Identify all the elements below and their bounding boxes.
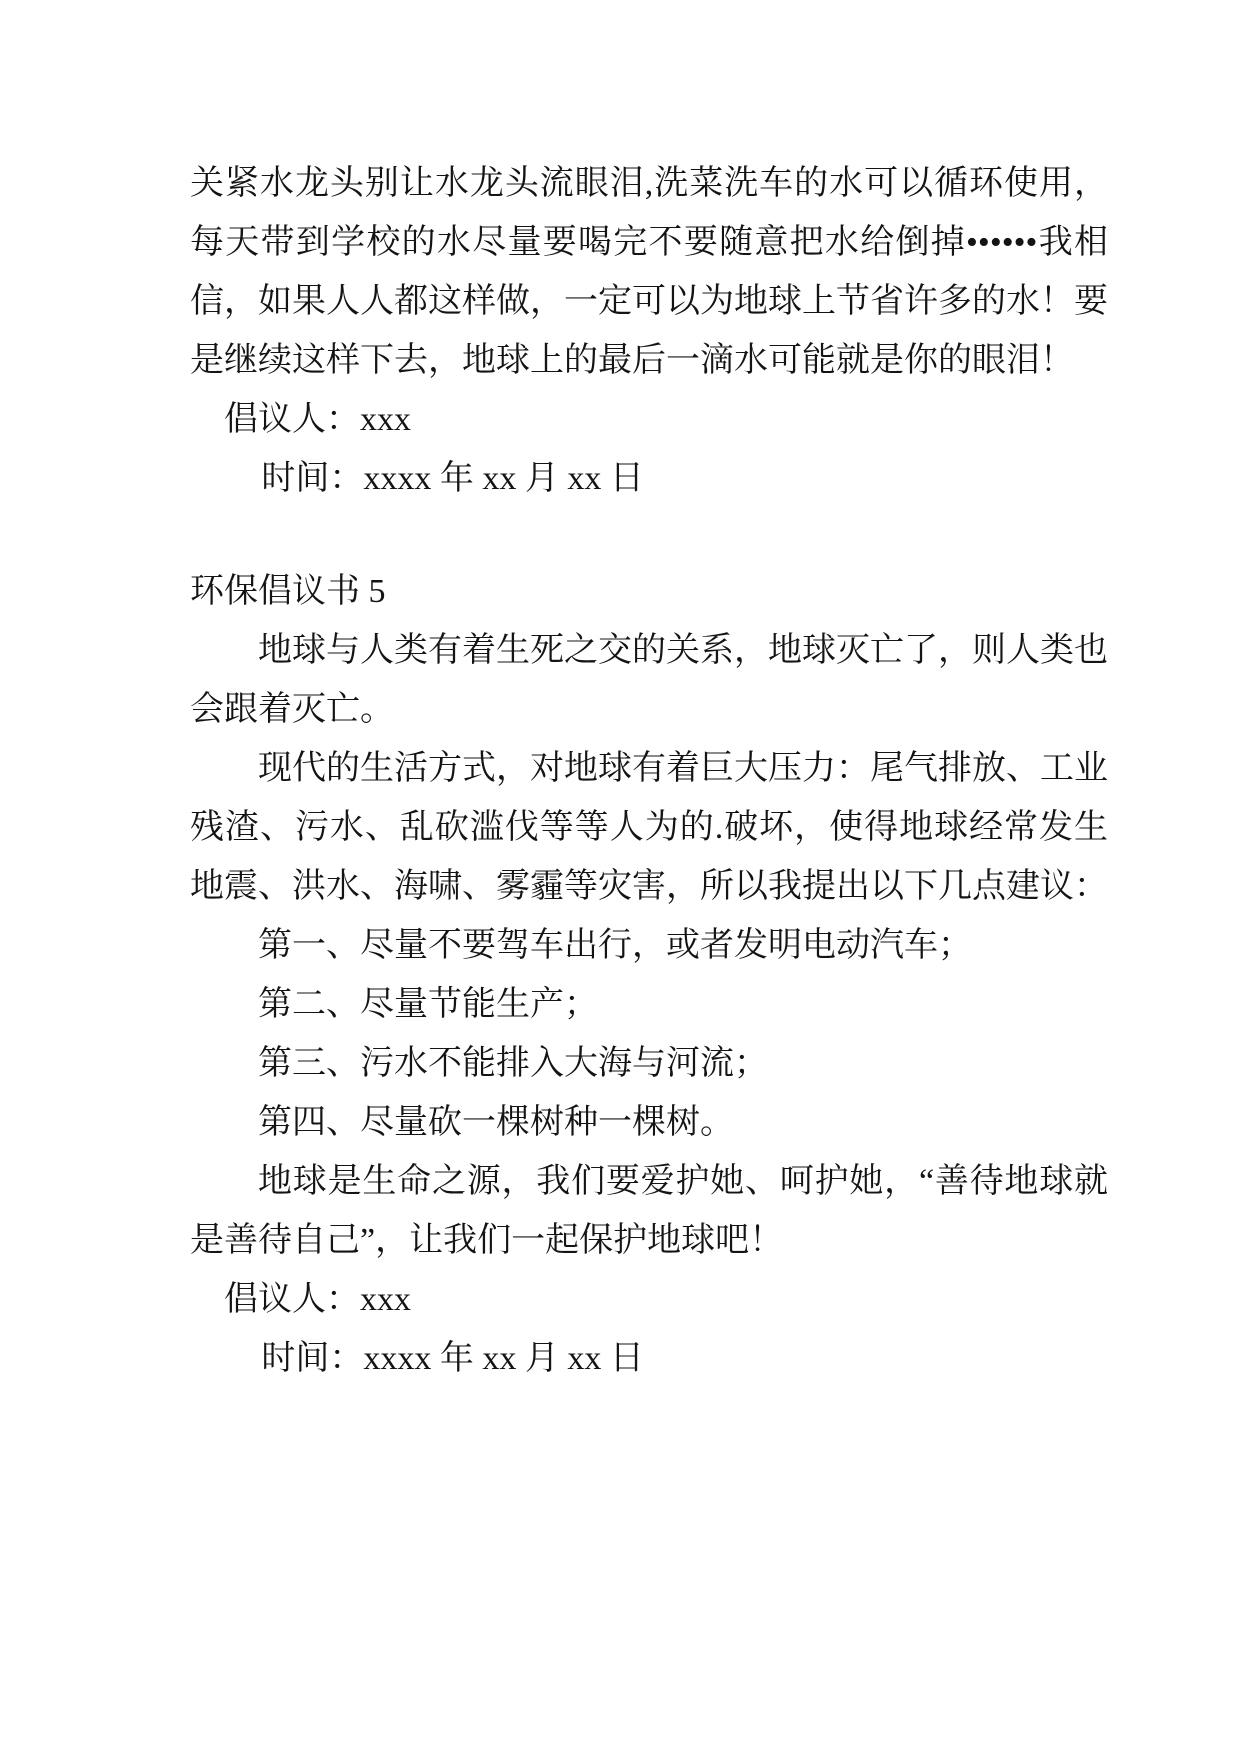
- paragraph-closing: 地球是生命之源，我们要爱护她、呵护她，“善待地球就是善待自己”，让我们一起保护地球吧！: [190, 1163, 1108, 1259]
- signature1-date-line: 时间：xxxx 年 xx 月 xx 日: [261, 460, 644, 497]
- paragraph-earth-human-relation: 地球与人类有着生死之交的关系，地球灭亡了，则人类也会跟着灭亡。: [190, 632, 1108, 728]
- suggestion-item-3: 第三、污水不能排入大海与河流；: [258, 1045, 768, 1082]
- suggestion-item-1: 第一、尽量不要驾车出行，或者发明电动汽车；: [258, 927, 972, 964]
- paragraph-modern-life-pressure: 现代的生活方式，对地球有着巨大压力：尾气排放、工业残渣、污水、乱砍滥伐等等人为的.破坏，使得地球经常发生地震、洪水、海啸、雾霾等灾害，所以我提出以下几点建议：: [190, 750, 1108, 905]
- suggestion-item-2: 第二、尽量节能生产；: [258, 986, 598, 1023]
- signature1-proposer-line: 倡议人：xxx: [224, 401, 411, 438]
- paragraph-continuation: 关紧水龙头别让水龙头流眼泪,洗菜洗车的水可以循环使用，每天带到学校的水尽量要喝完不要随意把水给倒掉••••••我相信，如果人人都这样做，一定可以为地球上节省许多的水！要是继续这样下去，地球上的最后一滴水可能就是你的眼泪！: [190, 165, 1108, 379]
- section-title: 环保倡议书 5: [190, 573, 386, 610]
- signature2-proposer-line: 倡议人：xxx: [224, 1281, 411, 1318]
- suggestion-item-4: 第四、尽量砍一棵树种一棵树。: [258, 1104, 734, 1141]
- signature2-date-line: 时间：xxxx 年 xx 月 xx 日: [261, 1340, 644, 1377]
